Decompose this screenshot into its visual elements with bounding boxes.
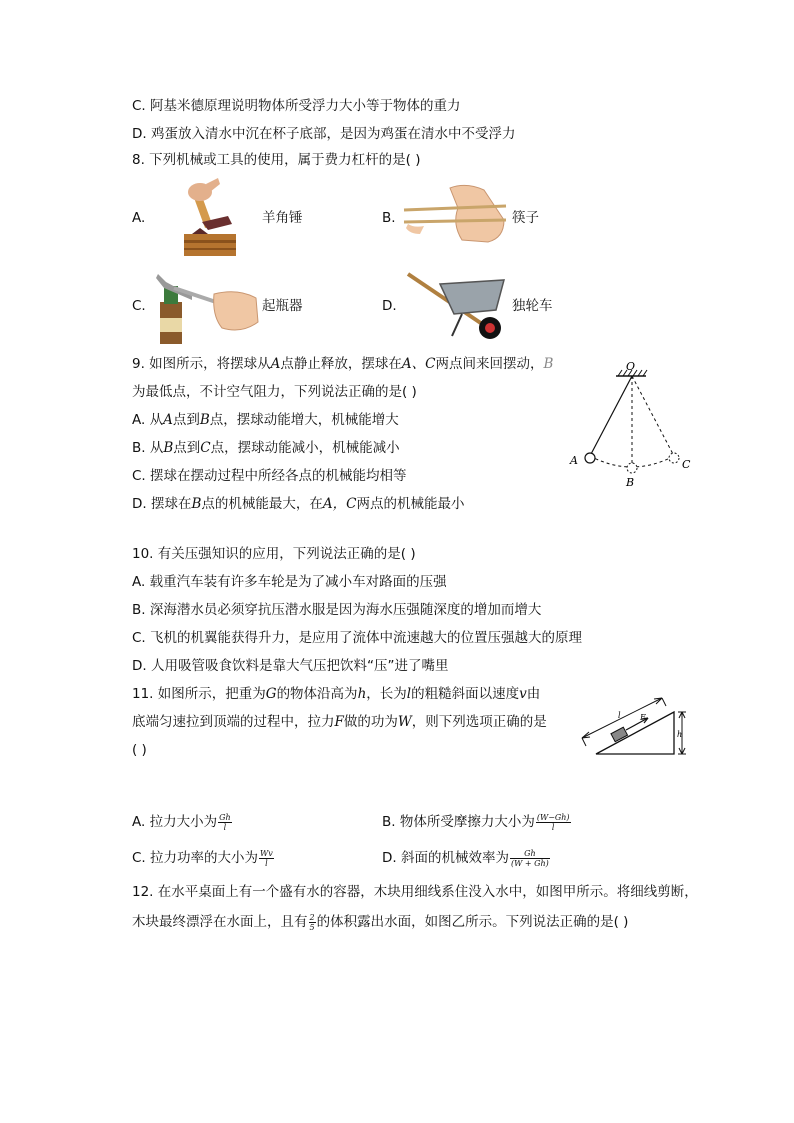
q11-option-b: B. 物体所受摩擦力大小为 $\frac{(W-Gh)}{l}$ — [382, 812, 570, 832]
q11-b-fraction: $\frac{(W-Gh)}{l}$ — [536, 812, 570, 832]
q11-option-d: D. 斜面的机械效率为 $\frac{Gh}{(W + Gh)}$ — [382, 848, 549, 868]
fig-label-o: O — [626, 360, 636, 373]
q11-c-fraction: $\frac{Wv}{l}$ — [260, 848, 273, 868]
q11-option-a: A. 拉力大小为 $\frac{Gh}{l}$ — [132, 812, 231, 832]
q11-a-fraction: $\frac{Gh}{l}$ — [219, 812, 231, 832]
q10-option-c: C. 飞机的机翼能获得升力，是应用了流体中流速越大的位置压强越大的原理 — [132, 630, 583, 646]
q11-option-c: C. 拉力功率的大小为 $\frac{Wv}{l}$ — [132, 848, 273, 868]
q10-option-a: A. 载重汽车装有许多车轮是为了减小车对路面的压强 — [132, 574, 447, 590]
q8-option-c-letter: C. — [132, 298, 146, 314]
wheelbarrow-image — [404, 266, 508, 346]
fig-label-b: B — [626, 476, 635, 489]
q8-option-d-text: 独轮车 — [512, 298, 553, 314]
fig-label-a: A — [570, 454, 578, 467]
q7-option-c: C. 阿基米德原理说明物体所受浮力大小等于物体的重力 — [132, 98, 461, 114]
q7-option-d: D. 鸡蛋放入清水中沉在杯子底部，是因为鸡蛋在清水中不受浮力 — [132, 126, 516, 142]
hammer-image — [178, 178, 242, 258]
incline-label-l: l — [618, 711, 621, 720]
q9-stem-line2: 为最低点，不计空气阻力，下列说法正确的是( ) — [132, 384, 417, 400]
q12-fraction: $\frac{2}{5}$ — [309, 912, 315, 932]
q8-option-d-letter: D. — [382, 298, 397, 314]
q8-option-b-text: 筷子 — [512, 210, 539, 226]
q8-option-b-letter: B. — [382, 210, 396, 226]
q12-stem-line2: 木块最终漂浮在水面上，且有 $\frac{2}{5}$ 的体积露出水面，如图乙所示。下列说法正确的是( ) — [132, 912, 629, 932]
incline-label-f: F — [640, 713, 646, 722]
q8-option-a-letter: A. — [132, 210, 146, 226]
q8-option-a-text: 羊角锤 — [262, 210, 303, 226]
q8-option-c-text: 起瓶器 — [262, 298, 303, 314]
q11-stem-line3: ( ) — [132, 742, 147, 758]
q10-option-d: D. 人用吸管吸食饮料是靠大气压把饮料“压”进了嘴里 — [132, 658, 449, 674]
bottle-opener-image — [152, 272, 262, 344]
q9-option-a: A. 从A点到B点，摆球动能增大，机械能增大 — [132, 412, 399, 428]
q9-option-c: C. 摆球在摆动过程中所经各点的机械能均相等 — [132, 468, 407, 484]
incline-diagram — [578, 692, 690, 758]
pendulum-diagram — [566, 360, 696, 492]
incline-label-h: h — [677, 730, 683, 739]
q9-stem-line1: 9. 如图所示，将摆球从A点静止释放，摆球在A、C两点间来回摆动，B — [132, 356, 554, 372]
q9-option-d: D. 摆球在B点的机械能最大，在A，C两点的机械能最小 — [132, 496, 465, 512]
q11-d-fraction: $\frac{Gh}{(W + Gh)}$ — [510, 848, 549, 868]
q9-option-b: B. 从B点到C点，摆球动能减小，机械能减小 — [132, 440, 400, 456]
q11-stem-line2: 底端匀速拉到顶端的过程中，拉力F做的功为W，则下列选项正确的是 — [132, 714, 547, 730]
q8-stem: 8. 下列机械或工具的使用，属于费力杠杆的是( ) — [132, 152, 421, 168]
fig-label-c: C — [682, 458, 691, 471]
q11-stem-line1: 11. 如图所示，把重为G的物体沿高为h，长为l的粗糙斜面以速度v由 — [132, 686, 541, 702]
q10-stem: 10. 有关压强知识的应用，下列说法正确的是( ) — [132, 546, 416, 562]
q10-option-b: B. 深海潜水员必须穿抗压潜水服是因为海水压强随深度的增加而增大 — [132, 602, 542, 618]
q12-stem-line1: 12. 在水平桌面上有一个盛有水的容器，木块用细线系住没入水中，如图甲所示。将细线剪断， — [132, 884, 698, 900]
chopsticks-image — [400, 180, 512, 246]
